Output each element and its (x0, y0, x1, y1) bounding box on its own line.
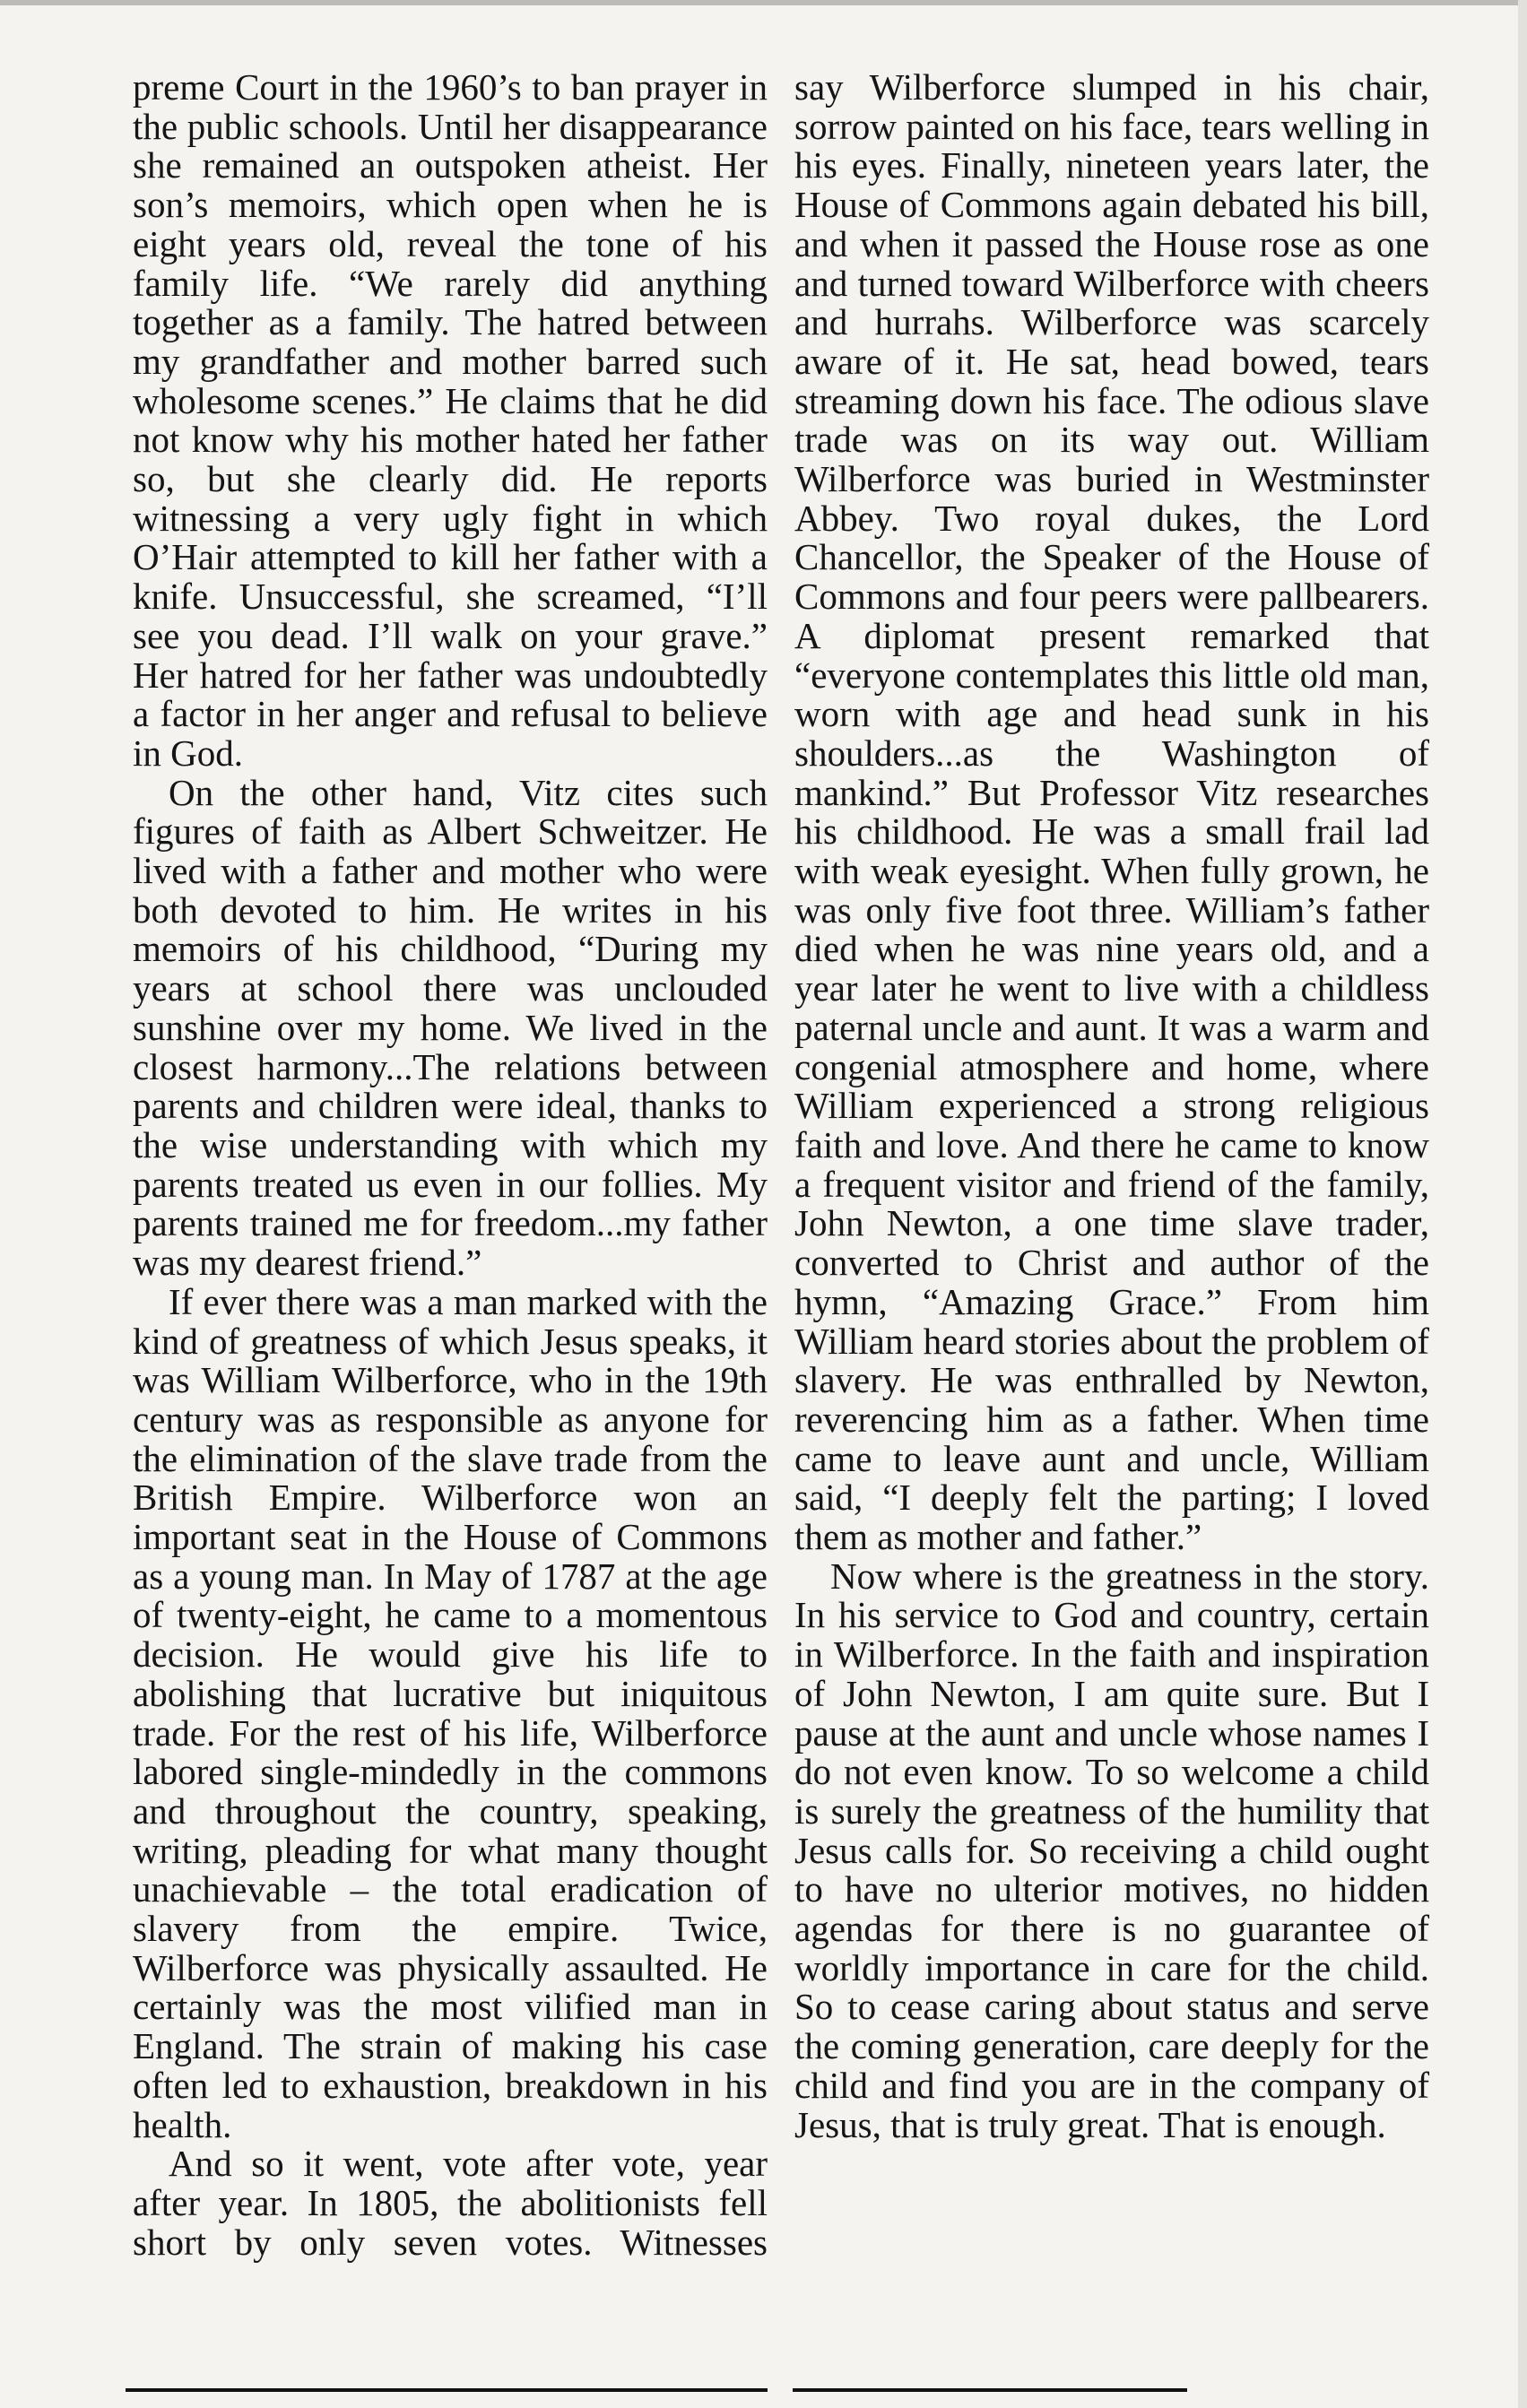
paragraph-ohair: preme Court in the 1960’s to ban prayer in the public schools. Until her disappearance she remained an outspoken atheist. Her son’s memoirs, which open when he is eight years old, reveal the tone of his family life. “We rarely did anything together as a family. The hatred between my grandfather and mother barred such wholesome scenes.” He claims that he did not know why his mother hated her father so, but she clearly did. He reports witnessing a very ugly fight in which O’Hair attempted to kill her father with a knife. Unsuccessful, she screamed, “I’ll see you dead. I’ll walk on your grave.” Her hatred for her father was undoubtedly a factor in her anger and refusal to believe in God. (133, 66, 768, 774)
paragraph-schweitzer: On the other hand, Vitz cites such figures of faith as Albert Schweitzer. He lived with a father and mother who were both devoted to him. He writes in his memoirs of his childhood, “During my years at school there was unclouded sunshine over my home. We lived in the closest harmony...The relations between parents and children were ideal, thanks to the wise understanding with which my parents treated us even in our follies. My parents trained me for freedom...my father was my dearest friend.” (133, 771, 768, 1284)
bottom-rule-right (793, 2388, 1187, 2392)
bottom-rule-left (126, 2388, 768, 2392)
page-top-edge (0, 0, 1527, 5)
paragraph-wilberforce: If ever there was a man marked with the kind of greatness of which Jesus speaks, it was William Wilberforce, who in the 19th century was as responsible as anyone for the elimination of the slave trade from the British Empire. Wilberforce won an important seat in the House of Commons as a young man. In May of 1787 at the age of twenty-eight, he came to a momentous decision. He would give his life to abolishing that lucrative but iniquitous trade. For the rest of his life, Wilberforce labored single-mindedly in the commons and throughout the country, speaking, writing, pleading for what many thought unachievable – the total eradication of slavery from the empire. Twice, Wilberforce was physically assaulted. He certainly was the most vilified man in England. The strain of making his case often led to exhaustion, breakdown in his health. (133, 1280, 768, 2145)
left-column (133, 68, 768, 2262)
page-right-edge (1518, 0, 1527, 2408)
right-column (794, 68, 1429, 2144)
paragraph-greatness: Now where is the greatness in the story. In his service to God and country, certain in Wilberforce. In the faith and inspiration of John Newton, I am quite sure. But I pause at the aunt and uncle whose names I do not even know. To so welcome a child is surely the greatness of the humility that Jesus calls for. So receiving a child ought to have no ulterior motives, no hidden agendas for there is no guarantee of worldly importance in care for the child. So to cease caring about status and serve the coming generation, care deeply for the child and find you are in the company of Jesus, that is truly great. That is enough. (794, 1555, 1429, 2145)
paragraph-wilberforce-continued: say Wilberforce slumped in his chair, sorrow painted on his face, tears welling in his eyes. Finally, nineteen years later, the House of Commons again debated his bill, and when it passed the House rose as one and turned toward Wilberforce with cheers and hurrahs. Wilberforce was scarcely aware of it. He sat, head bowed, tears streaming down his face. The odious slave trade was on its way out. William Wilberforce was buried in Westminster Abbey. Two royal dukes, the Lord Chancellor, the Speaker of the House of Commons and four peers were pallbearers. A diplomat present remarked that “everyone contemplates this little old man, worn with age and head sunk in his shoulders...as the Washington of mankind.” But Professor Vitz researches his childhood. He was a small frail lad with weak eyesight. When fully grown, he was only five foot three. William’s father died when he was nine years old, and a year later he went to live with a childless paternal uncle and aunt. It was a warm and congenial atmosphere and home, where William experienced a strong religious faith and love. And there he came to know a frequent visitor and friend of the family, John Newton, a one time slave trader, converted to Christ and author of the hymn, “Amazing Grace.” From him William heard stories about the problem of slavery. He was enthralled by Newton, reverencing him as a father. When time came to leave aunt and uncle, William said, “I deeply felt the parting; I loved them as mother and father.” (794, 66, 1429, 1558)
paragraph-vote-after-vote: And so it went, vote after vote, year after year. In 1805, the abolitionists fell short by only seven votes. Witnesses (133, 2143, 768, 2263)
